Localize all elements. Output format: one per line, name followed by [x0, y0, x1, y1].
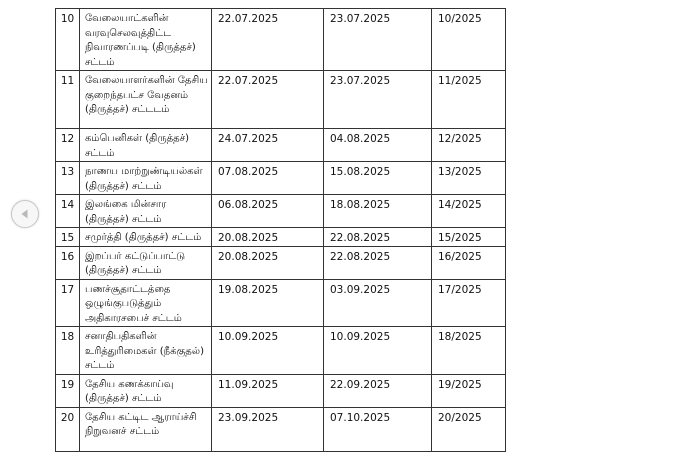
previous-page-button[interactable]: [11, 200, 39, 228]
table-row: [56, 279, 506, 327]
date-1: 20.08.2025: [212, 228, 324, 247]
row-number: 16: [56, 246, 80, 279]
act-name: சனாதிபதிகளின் உரித்துரிமைகள் (நீக்குதல்) சட்டம்: [80, 327, 212, 375]
table-row: [56, 374, 506, 407]
date-2: 23.07.2025: [324, 9, 432, 71]
row-number: 19: [56, 374, 80, 407]
table-row: [56, 9, 506, 71]
row-number: 18: [56, 327, 80, 375]
act-number: 19/2025: [432, 374, 506, 407]
date-2: 22.09.2025: [324, 374, 432, 407]
act-name: தேசிய கட்டிட ஆராய்ச்சி நிறுவனச் சட்டம்: [80, 407, 212, 451]
date-2: 07.10.2025: [324, 407, 432, 451]
act-number: 11/2025: [432, 71, 506, 129]
date-2: 18.08.2025: [324, 195, 432, 228]
act-number: 13/2025: [432, 162, 506, 195]
act-name: இலங்கை மின்சார (திருத்தச்) சட்டம்: [80, 195, 212, 228]
date-1: 20.08.2025: [212, 246, 324, 279]
act-number: 10/2025: [432, 9, 506, 71]
date-1: 07.08.2025: [212, 162, 324, 195]
table-row: [56, 162, 506, 195]
date-2: 04.08.2025: [324, 129, 432, 162]
act-name: வேலையாட்களின் வரவுசெலவுத்திட்ட நிவாரணப்படி (திருத்தச்) சட்டம்: [80, 9, 212, 71]
act-name: வேலையாளர்களின் தேசிய குறைந்தபட்ச வேதனம் (திருத்தச்) சட்டடம்: [80, 71, 212, 129]
act-name: சமுர்த்தி (திருத்தச்) சட்டம்: [80, 228, 212, 247]
date-2: 22.08.2025: [324, 228, 432, 247]
date-2: 03.09.2025: [324, 279, 432, 327]
row-number: 15: [56, 228, 80, 247]
row-number: 10: [56, 9, 80, 71]
table-row: [56, 407, 506, 451]
row-number: 14: [56, 195, 80, 228]
date-2: 10.09.2025: [324, 327, 432, 375]
acts-table: [55, 8, 506, 452]
act-name: இறப்பர் கட்டுப்பாட்டு (திருத்தச்) சட்டம்: [80, 246, 212, 279]
act-number: 20/2025: [432, 407, 506, 451]
row-number: 13: [56, 162, 80, 195]
act-name: கம்பெனிகள் (திருத்தச்) சட்டம்: [80, 129, 212, 162]
date-2: 15.08.2025: [324, 162, 432, 195]
table-row: [56, 129, 506, 162]
act-name: பணச்சூதாட்டத்தை ஒழுங்குபடுத்தும் அதிகாரசபைச் சட்டம்: [80, 279, 212, 327]
act-number: 16/2025: [432, 246, 506, 279]
table-row: [56, 71, 506, 129]
date-1: 24.07.2025: [212, 129, 324, 162]
act-name: நாணய மாற்றுண்டியல்கள் (திருத்தச்) சட்டம்: [80, 162, 212, 195]
date-1: 11.09.2025: [212, 374, 324, 407]
act-number: 12/2025: [432, 129, 506, 162]
date-2: 23.07.2025: [324, 71, 432, 129]
chevron-left-icon: [19, 208, 31, 220]
table-row: [56, 327, 506, 375]
date-1: 22.07.2025: [212, 71, 324, 129]
date-1: 10.09.2025: [212, 327, 324, 375]
act-name: தேசிய கணக்காய்வு (திருத்தச்) சட்டம்: [80, 374, 212, 407]
date-1: 19.08.2025: [212, 279, 324, 327]
date-1: 06.08.2025: [212, 195, 324, 228]
table-row: [56, 246, 506, 279]
row-number: 12: [56, 129, 80, 162]
date-1: 22.07.2025: [212, 9, 324, 71]
row-number: 20: [56, 407, 80, 451]
act-number: 18/2025: [432, 327, 506, 375]
act-number: 14/2025: [432, 195, 506, 228]
table-row: [56, 228, 506, 247]
act-number: 15/2025: [432, 228, 506, 247]
table-row: [56, 195, 506, 228]
date-2: 22.08.2025: [324, 246, 432, 279]
row-number: 11: [56, 71, 80, 129]
row-number: 17: [56, 279, 80, 327]
act-number: 17/2025: [432, 279, 506, 327]
date-1: 23.09.2025: [212, 407, 324, 451]
